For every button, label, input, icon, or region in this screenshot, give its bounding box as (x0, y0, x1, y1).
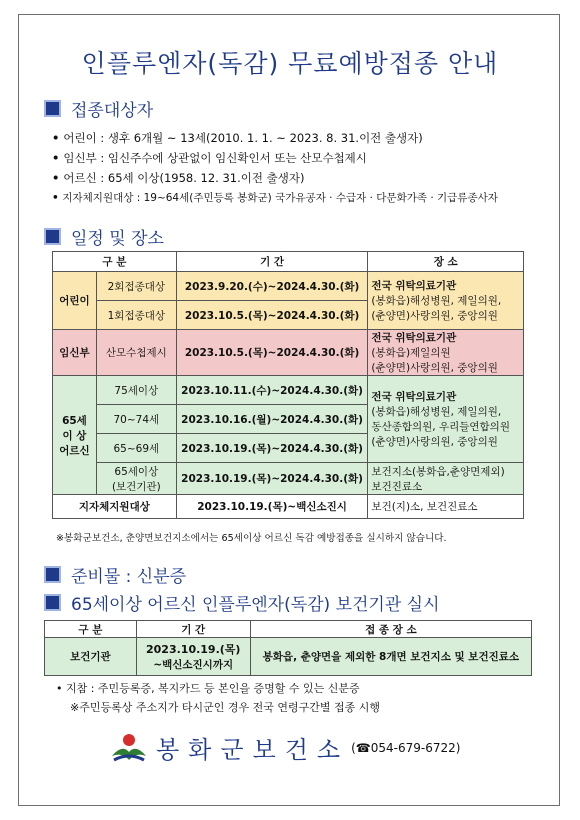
place-line: 보건진료소 (371, 480, 423, 493)
period-line: ~백신소진시까지 (153, 659, 234, 671)
county-logo-icon (110, 732, 148, 764)
section-heading-targets (44, 96, 153, 121)
group-cell: 임신부 (53, 330, 97, 376)
sub-cell: 산모수첩제시 (96, 330, 176, 376)
group-line: 65세 (62, 414, 87, 427)
period-cell: 2023.10.5.(목)~2024.4.30.(화) (176, 301, 368, 330)
address-note: ※주민등록상 주소지가 타시군인 경우 전국 연령구간별 접종 시행 (70, 701, 380, 714)
type-cell: 보건기관 (45, 638, 137, 676)
footer (110, 730, 460, 765)
sub-line: 65세이상 (114, 465, 159, 478)
square-bullet-icon (44, 100, 61, 117)
period-cell: 2023.10.5.(목)~2024.4.30.(화) (176, 330, 368, 376)
list-item: • 임신부 : 임신주수에 상관없이 임신확인서 또는 산모수첩제시 (52, 148, 498, 168)
phone-number: (☎054-679-6722) (351, 740, 461, 755)
place-cell (368, 463, 524, 495)
place-line: (춘양면)사랑의원, 중앙의원 (371, 436, 498, 448)
place-cell (368, 376, 524, 463)
period-cell: 2023.10.19.(목)~백신소진시 (176, 495, 368, 519)
period-cell: 2023.10.19.(목)~2024.4.30.(화) (176, 463, 368, 495)
group-line: 이 상 (62, 429, 87, 442)
place-line: 전국 위탁의료기관 (371, 391, 457, 403)
place-line: 보건지소(봉화읍,춘양면제외) (371, 465, 505, 478)
section-title: 일정 및 장소 (71, 229, 164, 249)
list-item: • 어린이 : 생후 6개월 ~ 13세(2010. 1. 1. ~ 2023. 8. 31.이전 출생자) (52, 128, 498, 148)
place-line: (봉화읍)해성병원, 제일의원, (371, 295, 502, 307)
sub-cell: 1회접종대상 (96, 301, 176, 330)
place-line: 전국 위탁의료기관 (371, 280, 457, 292)
place-cell: 봉화읍, 춘양면을 제외한 8개면 보건지소 및 보건진료소 (250, 638, 531, 676)
column-header: 접 종 장 소 (250, 621, 531, 638)
target-list (52, 128, 498, 208)
period-cell: 2023.10.19.(목)~2024.4.30.(화) (176, 434, 368, 463)
period-cell: 2023.10.11.(수)~2024.4.30.(화) (176, 376, 368, 405)
table-row (53, 330, 524, 376)
square-bullet-icon (44, 228, 61, 245)
group-cell: 어린이 (53, 272, 97, 330)
health-center-table (44, 620, 532, 676)
section-title: 65세이상 어르신 인플루엔자(독감) 보건기관 실시 (71, 595, 440, 615)
place-line: 동산종합의원, 우리들연합의원 (371, 421, 510, 433)
place-cell: 보건(지)소, 보건진료소 (368, 495, 524, 519)
period-cell: 2023.9.20.(수)~2024.4.30.(화) (176, 272, 368, 301)
place-line: (춘양면)사랑의원, 중앙의원 (371, 310, 498, 322)
group-cell: 지자체지원대상 (53, 495, 177, 519)
schedule-note: ※봉화군보건소, 춘양면보건지소에서는 65세이상 어르신 독감 예방접종을 실시하지 않습니다. (56, 533, 447, 544)
place-line: (봉화읍)해성병원, 제일의원, (371, 406, 502, 418)
column-header: 기 간 (176, 252, 368, 272)
section-title: 접종대상자 (71, 101, 154, 121)
column-header: 장 소 (368, 252, 524, 272)
column-header: 기 간 (136, 621, 250, 638)
table-row (53, 376, 524, 405)
schedule-table (52, 251, 524, 519)
period-cell (136, 638, 250, 676)
place-line: (춘양면)사랑의원, 중앙의원 (371, 362, 498, 374)
group-cell (53, 376, 97, 495)
organization-name: 봉화군보건소 (156, 736, 350, 764)
place-line: (봉화읍)제일의원 (371, 347, 451, 359)
group-line: 어르신 (59, 444, 90, 457)
table-row (53, 272, 524, 301)
period-cell: 2023.10.16.(월)~2024.4.30.(화) (176, 405, 368, 434)
sub-cell: 65~69세 (96, 434, 176, 463)
column-header: 구 분 (53, 252, 177, 272)
table-header-row (53, 252, 524, 272)
period-line: 2023.10.19.(목) (146, 643, 241, 656)
section-heading-schedule (44, 224, 164, 249)
bring-note: • 지참 : 주민등록증, 복지카드 등 본인을 증명할 수 있는 신분증 (56, 682, 360, 695)
sub-cell: 75세이상 (96, 376, 176, 405)
sub-cell: 70~74세 (96, 405, 176, 434)
list-item: • 지자체지원대상 : 19~64세(주민등록 봉화군) 국가유공자 · 수급자 · 다문화가족 · 기급류종사자 (52, 188, 498, 208)
table-row (53, 495, 524, 519)
list-item: • 어르신 : 65세 이상(1958. 12. 31.이전 출생자) (52, 168, 498, 188)
place-line: 전국 위탁의료기관 (371, 332, 457, 344)
section-heading-prepare (44, 562, 186, 587)
square-bullet-icon (44, 594, 61, 611)
section-heading-health-center (44, 590, 440, 615)
place-cell (368, 330, 524, 376)
sub-line: (보건기관) (111, 480, 161, 493)
table-header-row (45, 621, 532, 638)
table-row (53, 463, 524, 495)
table-row (45, 638, 532, 676)
place-cell (368, 272, 524, 330)
sub-cell (96, 463, 176, 495)
section-title: 준비물 : 신분증 (71, 567, 187, 587)
square-bullet-icon (44, 566, 61, 583)
column-header: 구 분 (45, 621, 137, 638)
page-title: 인플루엔자(독감) 무료예방접종 안내 (81, 49, 499, 78)
sub-cell: 2회접종대상 (96, 272, 176, 301)
